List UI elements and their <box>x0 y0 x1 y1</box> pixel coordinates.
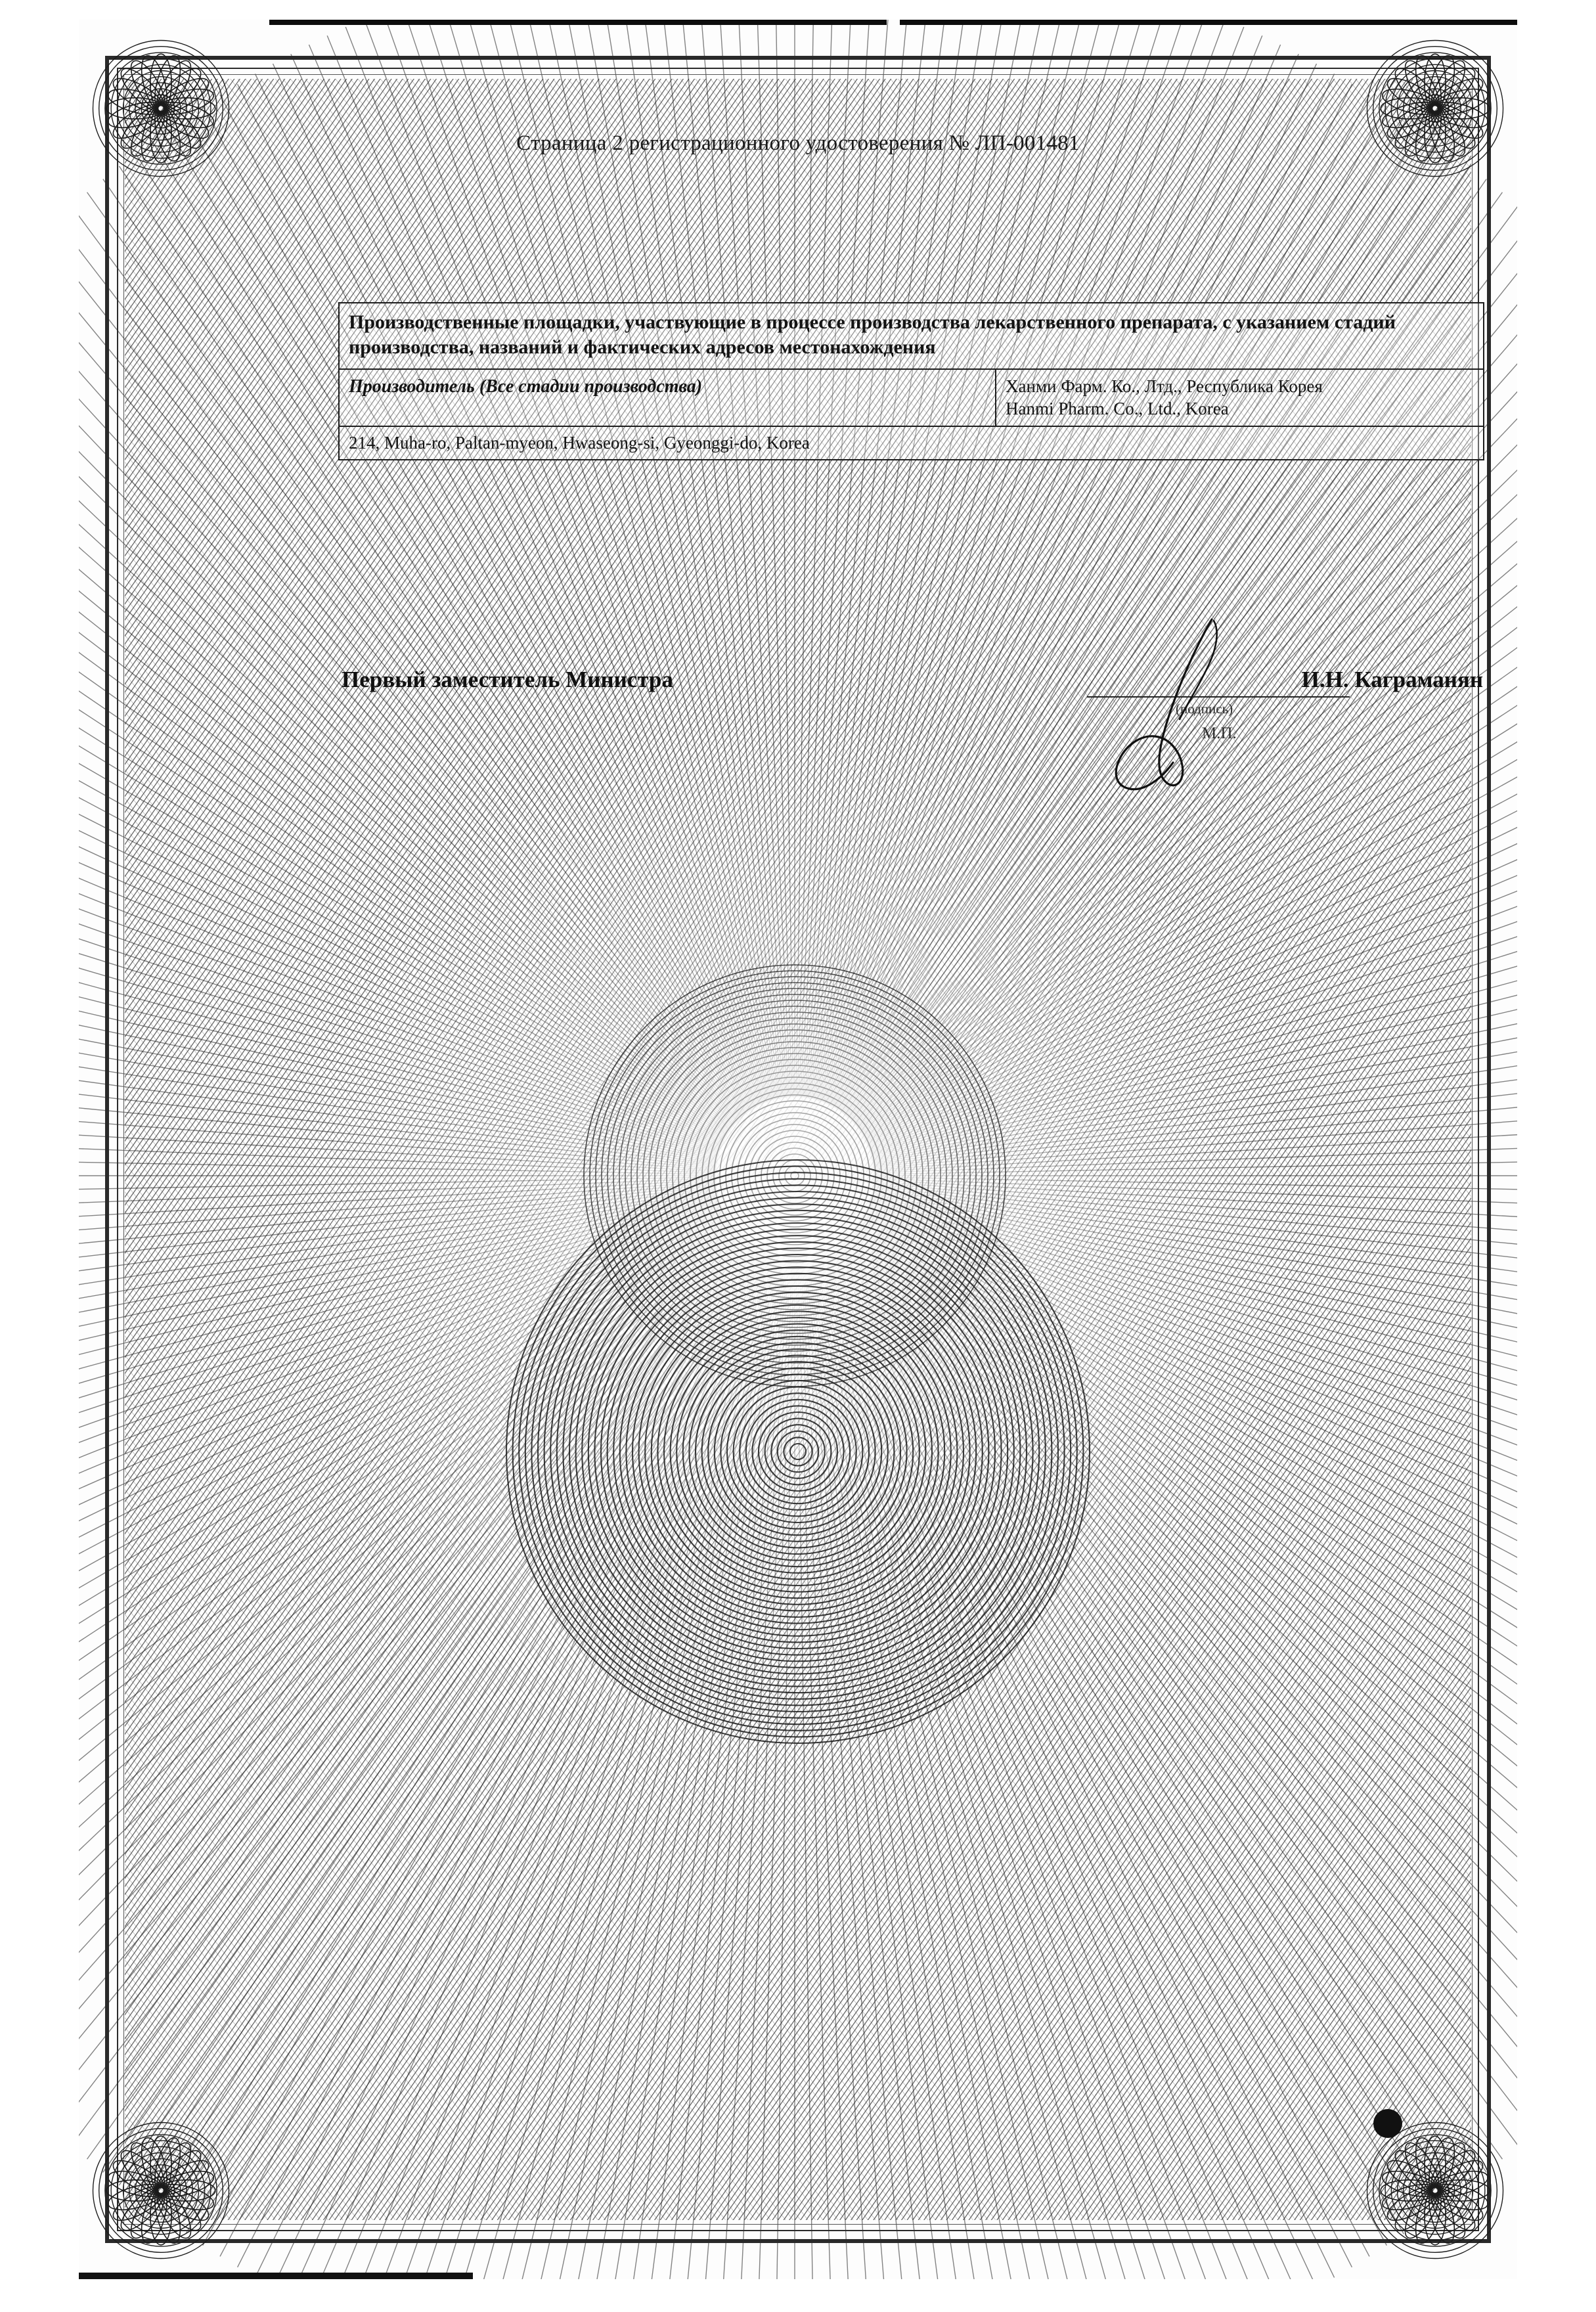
corner-rosette-icon <box>85 2115 236 2266</box>
table-row <box>340 370 1483 427</box>
signature-block <box>328 660 1491 785</box>
scan-edge-artifact <box>900 20 1517 25</box>
production-sites-table <box>338 302 1484 460</box>
corner-rosette-icon <box>1360 33 1511 184</box>
manufacturer-address: 214, Muha-ro, Paltan-myeon, Hwaseong-si, Gyeonggi-do, Korea <box>349 432 810 453</box>
page-header-text: Страница 2 регистрационного удостоверения № ЛП-001481 <box>516 131 1080 155</box>
scan-artifact-dot <box>1373 2109 1402 2138</box>
manufacturer-stage-cell: Производитель (Все стадии производства) <box>340 370 996 426</box>
document-scan <box>79 20 1517 2279</box>
signatory-position: Первый заместитель Министра <box>342 667 673 692</box>
scan-edge-artifact <box>269 20 887 25</box>
manufacturer-name-ru: Ханми Фарм. Ко., Лтд., Республика Корея <box>1006 376 1323 396</box>
stamp-place-mark: М.П. <box>1202 724 1237 742</box>
manufacturer-name-cell <box>996 370 1483 426</box>
manufacturer-name-en: Hanmi Pharm. Co., Ltd., Korea <box>1006 399 1229 419</box>
signature-caption: (подпись) <box>1176 701 1233 717</box>
signature-rule <box>1087 696 1350 698</box>
signatory-name: И.Н. Каграманян <box>1301 667 1483 692</box>
corner-rosette-icon <box>85 33 236 184</box>
scan-edge-artifact <box>79 2273 473 2279</box>
corner-rosette-icon <box>1360 2115 1511 2266</box>
table-title: Производственные площадки, участвующие в процессе производства лекарственного препарата, с указанием стадий производства, названий и фактических адресов местонахождения <box>340 303 1483 370</box>
